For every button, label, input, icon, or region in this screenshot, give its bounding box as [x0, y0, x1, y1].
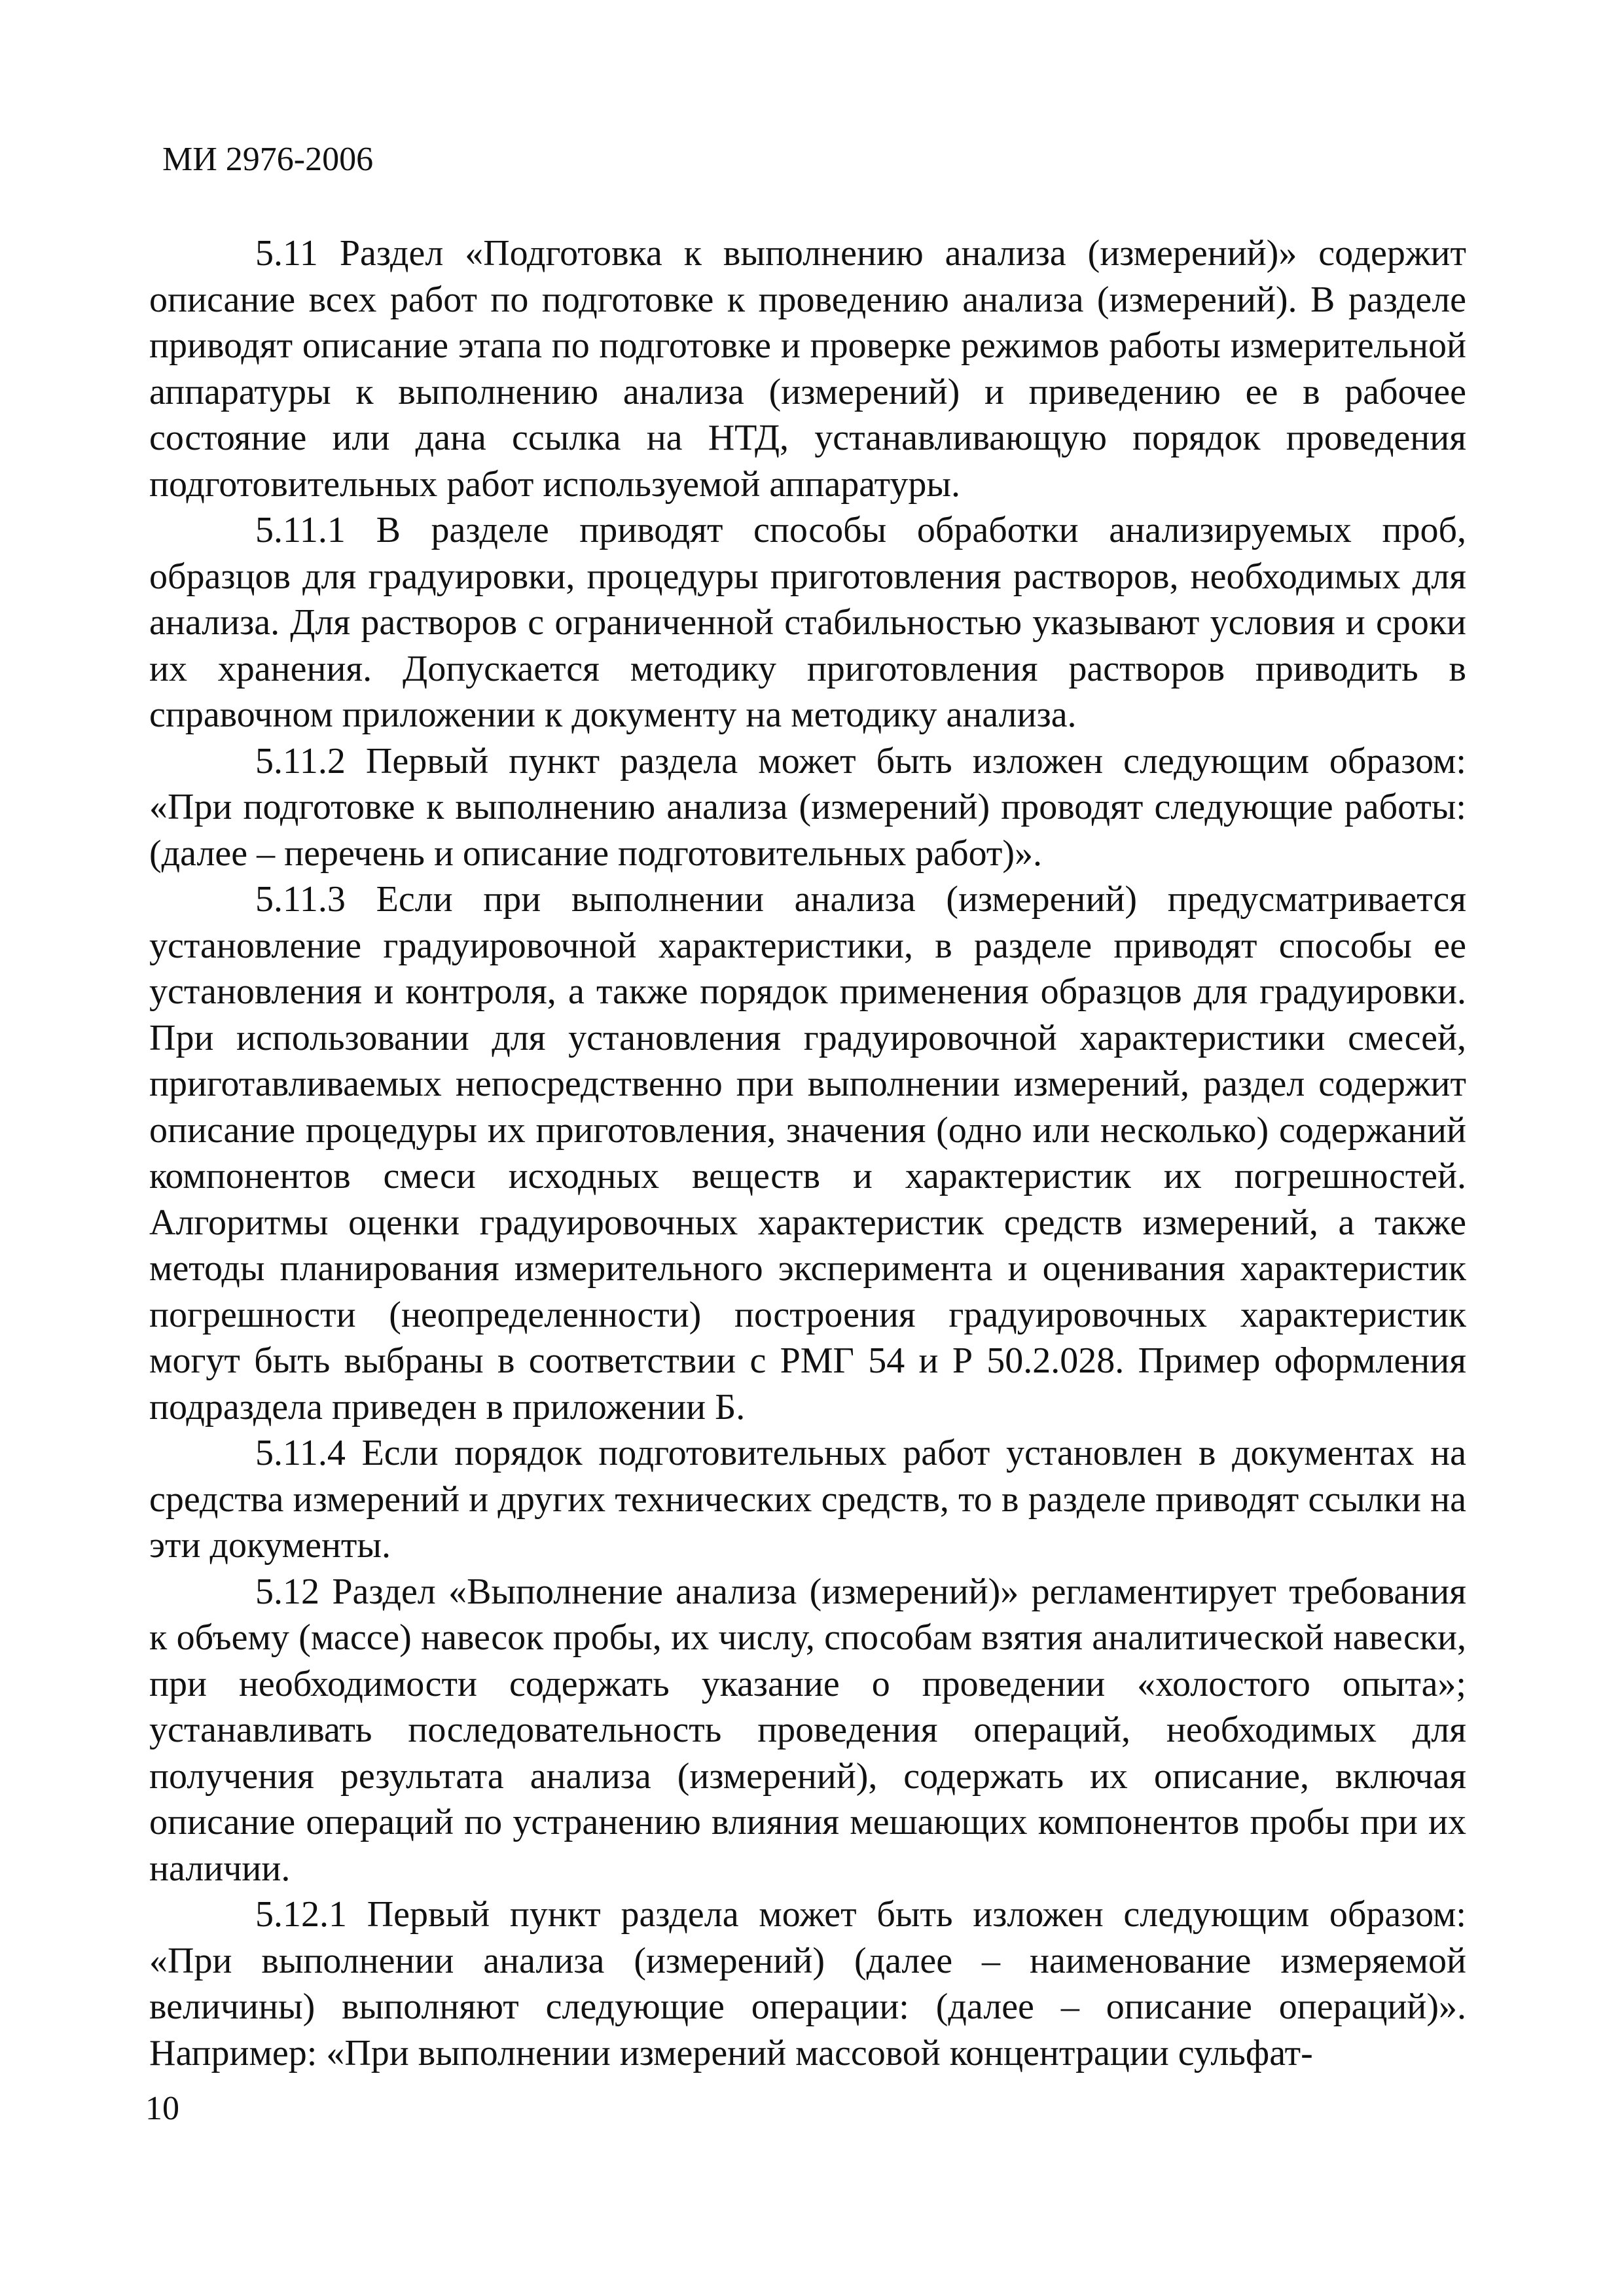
- paragraph-5-11-3: 5.11.3 Если при выполнении анализа (измерений) предусматривается установление градуировочной характеристики, в разделе приводят способы ее установления и контроля, а также порядок применения образцов для градуировки. При использовании для установления градуировочной характеристики смесей, приготавливаемых непосредственно при выполнении измерений, раздел содержит описание процедуры их приготовления, значения (одно или несколько) содержаний компонентов смеси исходных веществ и характеристик их погрешностей. Алгоритмы оценки градуировочных характеристик средств измерений, а также методы планирования измерительного эксперимента и оценивания характеристик погрешности (неопределенности) построения градуировочных характеристик могут быть выбраны в соответствии с РМГ 54 и Р 50.2.028. Пример оформления подраздела приведен в приложении Б.: [149, 879, 1466, 1427]
- paragraph-5-12-1: 5.12.1 Первый пункт раздела может быть изложен следующим образом: «При выполнении анализа (измерений) (далее – наименование измеряемой величины) выполняют следующие операции: (далее – описание операций)». Например: «При выполнении измерений массовой концентрации сульфат-: [149, 1894, 1466, 2073]
- paragraph-5-12: 5.12 Раздел «Выполнение анализа (измерений)» регламентирует требования к объему (массе) навесок пробы, их числу, способам взятия аналитической навески, при необходимости содержать указание о проведении «холостого опыта»; устанавливать последовательность проведения операций, необходимых для получения результата анализа (измерений), содержать их описание, включая описание операций по устранению влияния мешающих компонентов пробы при их наличии.: [149, 1571, 1466, 1889]
- paragraph-5-11-4: 5.11.4 Если порядок подготовительных работ установлен в документах на средства измерений и других технических средств, то в разделе приводят ссылки на эти документы.: [149, 1433, 1466, 1566]
- page-number: 10: [145, 2090, 179, 2127]
- paragraph-5-11-1: 5.11.1 В разделе приводят способы обработки анализируемых проб, образцов для градуировки, процедуры приготовления растворов, необходимых для анализа. Для растворов с ограниченной стабильностью указывают условия и сроки их хранения. Допускается методику приготовления растворов приводить в справочном приложении к документу на методику анализа.: [149, 510, 1466, 735]
- page-body: [149, 230, 1466, 2076]
- document-code: МИ 2976-2006: [162, 141, 374, 178]
- paragraph-5-11-2: 5.11.2 Первый пункт раздела может быть изложен следующим образом: «При подготовке к выполнению анализа (измерений) проводят следующие работы: (далее – перечень и описание подготовительных работ)».: [149, 740, 1466, 874]
- paragraph-5-11: 5.11 Раздел «Подготовка к выполнению анализа (измерений)» содержит описание всех работ по подготовке к проведению анализа (измерений). В разделе приводят описание этапа по подготовке и проверке режимов работы измерительной аппаратуры к выполнению анализа (измерений) и приведению ее в рабочее состояние или дана ссылка на НТД, устанавливающую порядок проведения подготовительных работ используемой аппаратуры.: [149, 233, 1466, 505]
